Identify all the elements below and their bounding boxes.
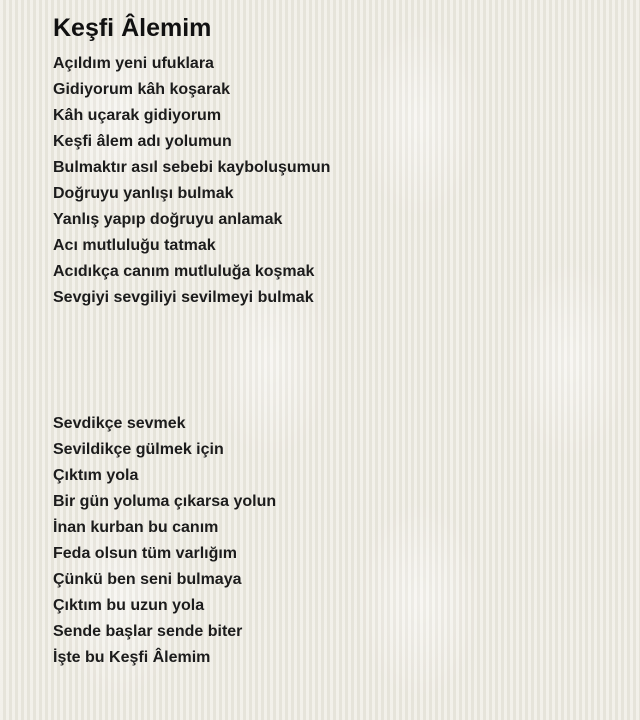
- poem-line: Sevdikçe sevmek: [53, 415, 186, 432]
- poem-line: İnan kurban bu canım: [53, 519, 219, 536]
- poem-line: Keşfi âlem adı yolumun: [53, 133, 232, 150]
- poem-line: Yanlış yapıp doğruyu anlamak: [53, 211, 283, 228]
- poem-container: [53, 12, 613, 671]
- stanza-1: [53, 51, 613, 311]
- poem-line: Sevildikçe gülmek için: [53, 441, 224, 458]
- poem-line: Sende başlar sende biter: [53, 623, 243, 640]
- poem-line: Bir gün yoluma çıkarsa yolun: [53, 493, 277, 510]
- poem-line: Acı mutluluğu tatmak: [53, 237, 216, 254]
- poem-line: Sevgiyi sevgiliyi sevilmeyi bulmak: [53, 289, 314, 306]
- poem-line: Kâh uçarak gidiyorum: [53, 107, 222, 124]
- poem-title: Keşfi Âlemim: [53, 14, 212, 42]
- poem-line: Acıdıkça canım mutluluğa koşmak: [53, 263, 315, 280]
- poem-line: Çünkü ben seni bulmaya: [53, 571, 242, 588]
- poem-line: Açıldım yeni ufuklara: [53, 55, 214, 72]
- poem-line: Bulmaktır asıl sebebi kayboluşumun: [53, 159, 331, 176]
- stanza-2: [53, 411, 613, 671]
- poem-line: Feda olsun tüm varlığım: [53, 545, 238, 562]
- poem-line: İşte bu Keşfi Âlemim: [53, 649, 211, 666]
- poem-line: Çıktım yola: [53, 467, 139, 484]
- poem-line: Doğruyu yanlışı bulmak: [53, 185, 234, 202]
- poem-line: Gidiyorum kâh koşarak: [53, 81, 230, 98]
- poem-line: Çıktım bu uzun yola: [53, 597, 205, 614]
